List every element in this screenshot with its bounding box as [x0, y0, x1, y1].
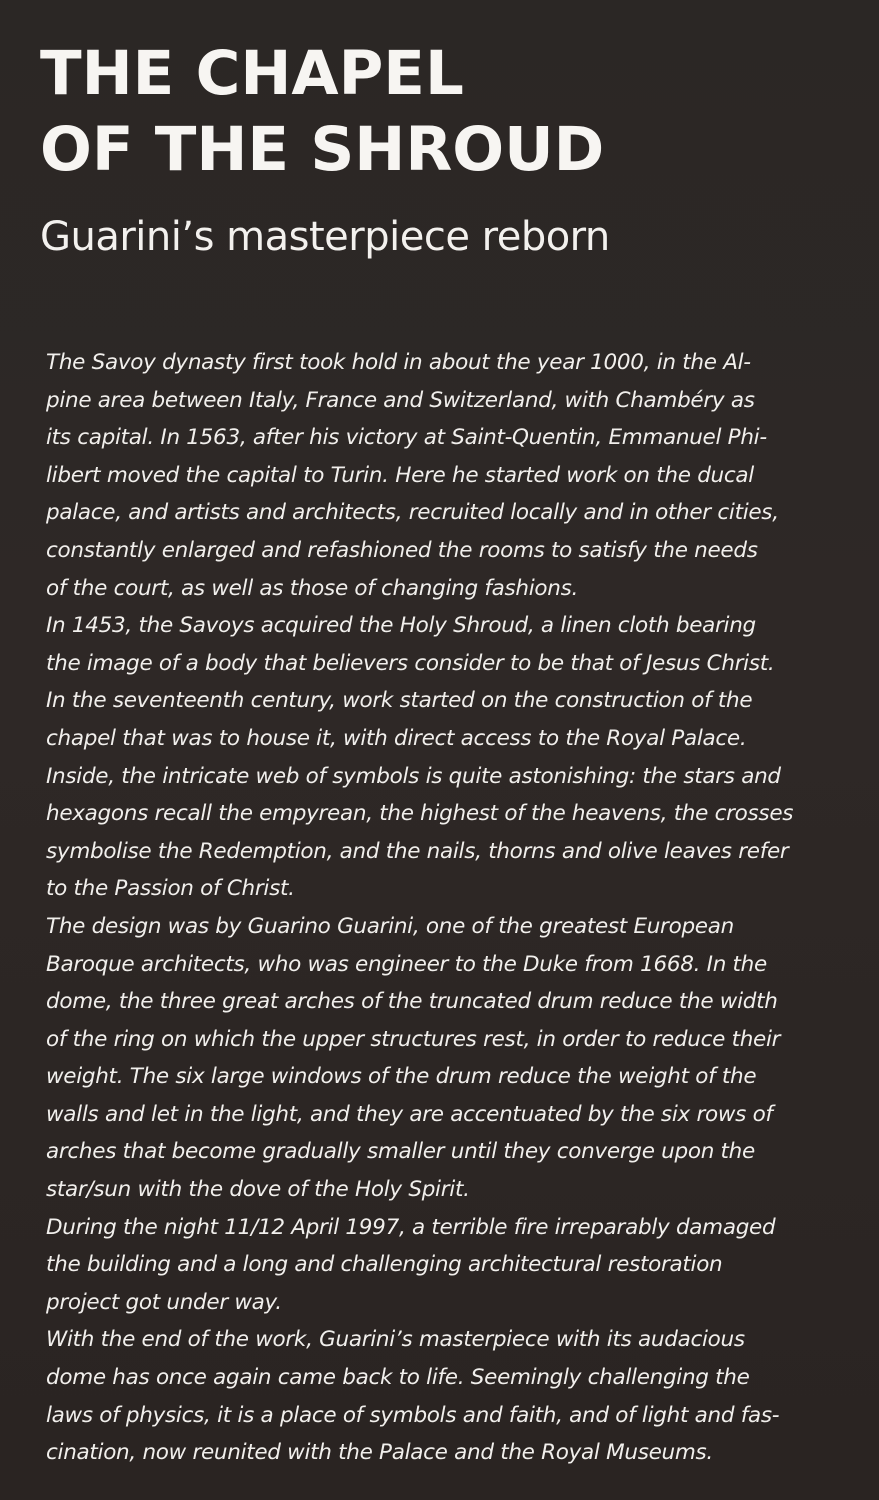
body-line: With the end of the work, Guarini’s masterpiece with its audacious [46, 1327, 745, 1353]
body-line: The design was by Guarino Guarini, one of the greatest European [46, 913, 734, 939]
body-line: cination, now reunited with the Palace and the Royal Museums. [46, 1440, 713, 1466]
body-line: dome has once again came back to life. Seemingly challenging the [46, 1365, 750, 1391]
body-line: dome, the three great arches of the truncated drum reduce the width [46, 989, 778, 1015]
body-line: palace, and artists and architects, recruited locally and in other cities, [46, 500, 779, 526]
body-line: constantly enlarged and refashioned the rooms to satisfy the needs [46, 537, 758, 563]
body-line: symbolise the Redemption, and the nails, thorns and olive leaves refer [46, 838, 789, 864]
body-line: In 1453, the Savoys acquired the Holy Shroud, a linen cloth bearing [46, 613, 756, 639]
body-line: of the court, as well as those of changing fashions. [46, 575, 578, 601]
panel-title [40, 36, 604, 188]
body-line: pine area between Italy, France and Switzerland, with Chambéry as [46, 387, 755, 413]
body-line: of the ring on which the upper structures rest, in order to reduce their [46, 1026, 781, 1052]
title-line-1: THE CHAPEL [40, 38, 464, 109]
body-line: The Savoy dynasty first took hold in about the year 1000, in the Al- [46, 350, 751, 375]
body-line: star/sun with the dove of the Holy Spirit. [46, 1177, 470, 1203]
body-text [46, 344, 836, 1472]
body-line: In the seventeenth century, work started on the construction of the [46, 688, 753, 714]
body-line: project got under way. [46, 1289, 282, 1315]
panel-subtitle: Guarini’s masterpiece reborn [40, 214, 610, 260]
body-line: hexagons recall the empyrean, the highest of the heavens, the crosses [46, 801, 794, 827]
body-line: libert moved the capital to Turin. Here he started work on the ducal [46, 462, 754, 488]
title-line-2: OF THE SHROUD [40, 114, 605, 185]
body-line: weight. The six large windows of the drum reduce the weight of the [46, 1064, 757, 1090]
body-line: chapel that was to house it, with direct access to the Royal Palace. [46, 725, 747, 751]
body-line: arches that become gradually smaller until they converge upon the [46, 1139, 755, 1165]
body-line: the building and a long and challenging architectural restoration [46, 1252, 723, 1278]
body-line: its capital. In 1563, after his victory at Saint-Quentin, Emmanuel Phi- [46, 425, 767, 451]
body-line: Inside, the intricate web of symbols is quite astonishing: the stars and [46, 763, 781, 789]
body-line: the image of a body that believers consider to be that of Jesus Christ. [46, 650, 775, 676]
body-line: to the Passion of Christ. [46, 876, 295, 902]
body-line: walls and let in the light, and they are accentuated by the six rows of [46, 1101, 773, 1127]
body-line: laws of physics, it is a place of symbols and faith, and of light and fas- [46, 1402, 780, 1428]
body-line: During the night 11/12 April 1997, a terrible fire irreparably damaged [46, 1214, 776, 1240]
body-line: Baroque architects, who was engineer to the Duke from 1668. In the [46, 951, 767, 977]
